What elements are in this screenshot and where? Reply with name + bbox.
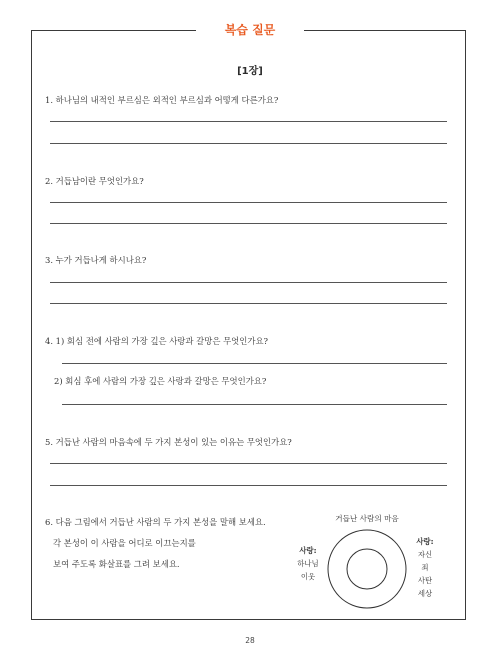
answer-line[interactable] [50, 223, 447, 224]
answer-line[interactable] [50, 202, 447, 203]
diagram-title: 거듭난 사람의 마음 [335, 514, 399, 523]
answer-line[interactable] [50, 303, 447, 304]
answer-line[interactable] [50, 121, 447, 122]
question-4-part-2: 2) 회심 후에 사람의 가장 깊은 사랑과 갈망은 무엇인가요? [54, 376, 267, 386]
question-6: 6. 다음 그림에서 거듭난 사람의 두 가지 본성을 말해 보세요. [45, 517, 266, 527]
right-item-sin: 죄 [421, 563, 429, 572]
question-6-line-3: 보여 주도록 화살표를 그려 보세요. [53, 559, 180, 569]
answer-line[interactable] [50, 143, 447, 144]
heart-diagram[interactable] [326, 528, 408, 610]
right-item-satan: 사탄 [417, 576, 433, 585]
outer-circle [328, 530, 406, 608]
chapter-heading: [1장] [237, 66, 263, 77]
left-item-neighbor: 이웃 [300, 572, 316, 581]
question-4-part-1: 4. 1) 회심 전에 사람의 가장 깊은 사랑과 갈망은 무엇인가요? [45, 336, 269, 346]
diagram-right-labels [410, 535, 440, 600]
answer-line[interactable] [50, 485, 447, 486]
right-item-self: 자신 [417, 550, 433, 559]
left-heading: 사랑: [299, 546, 317, 555]
answer-line[interactable] [62, 363, 447, 364]
answer-line[interactable] [50, 463, 447, 464]
diagram-left-labels [292, 544, 324, 583]
inner-circle [347, 549, 387, 589]
answer-line[interactable] [50, 282, 447, 283]
question-6-line-2: 각 본성이 이 사람을 어디로 이끄는지를 [53, 538, 196, 548]
answer-line[interactable] [62, 404, 447, 405]
question-3: 3. 누가 거듭나게 하시나요? [45, 255, 147, 265]
question-5: 5. 거듭난 사람의 마음속에 두 가지 본성이 있는 이유는 무엇인가요? [45, 437, 292, 447]
page-title: 복습 질문 [196, 21, 304, 39]
question-2: 2. 거듭남이란 무엇인가요? [45, 176, 144, 186]
right-heading: 사랑: [416, 537, 434, 546]
question-1: 1. 하나님의 내적인 부르심은 외적인 부르심과 어떻게 다른가요? [45, 95, 279, 105]
left-item-god: 하나님 [297, 559, 319, 568]
right-item-world: 세상 [417, 589, 433, 598]
page-number: 28 [245, 636, 255, 645]
